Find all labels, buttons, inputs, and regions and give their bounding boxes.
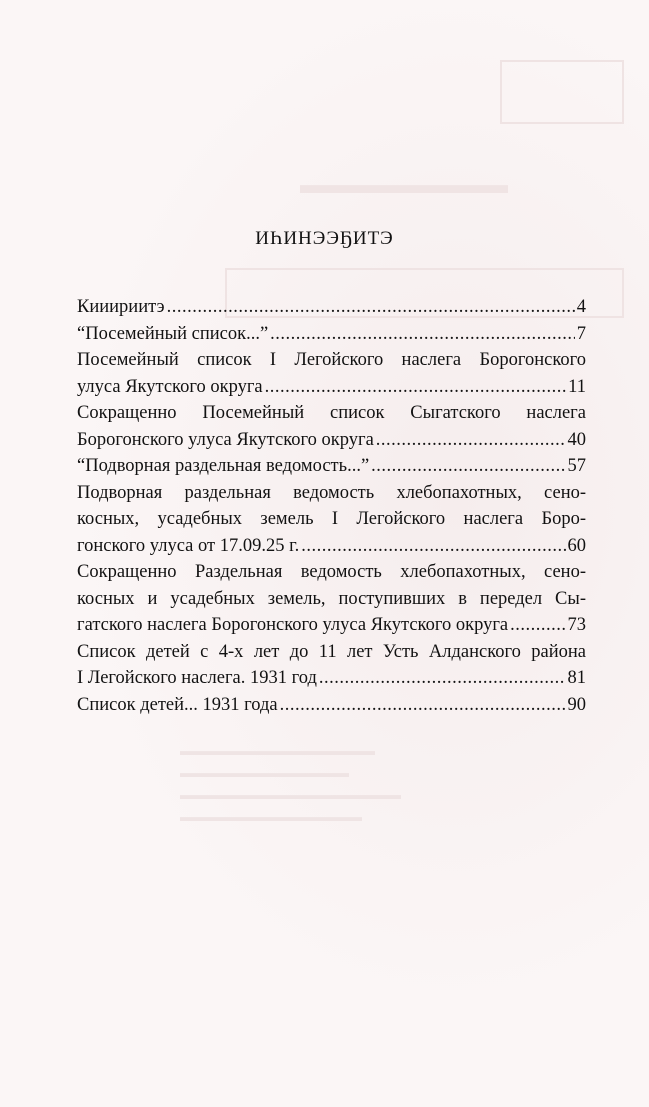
page-title: ИҺИНЭЭҔИТЭ bbox=[255, 228, 394, 249]
toc-entry-text: гонского улуса от 17.09.25 г. bbox=[77, 535, 300, 556]
toc-entry[interactable] bbox=[77, 400, 586, 453]
toc-page-number: 40 bbox=[567, 429, 586, 450]
dot-leader bbox=[510, 612, 565, 639]
toc-entry-line: Список детей с 4-х лет до 11 лет Усть Алданского района bbox=[77, 641, 586, 662]
dot-leader bbox=[280, 692, 566, 719]
bleed-stamp-frame bbox=[500, 60, 624, 124]
toc-entry-final-line bbox=[77, 453, 586, 480]
toc-entry-line: косных и усадебных земель, поступивших в передел Сы- bbox=[77, 588, 586, 609]
toc-page-number: 81 bbox=[567, 668, 586, 688]
toc-entry-text: Кииириитэ bbox=[77, 297, 165, 317]
toc-entry[interactable] bbox=[77, 347, 586, 400]
toc-entry-final-line bbox=[77, 374, 586, 401]
toc-entry-final-line bbox=[77, 612, 586, 639]
toc-entry-line: Посемейный список I Легойского наслега Борогонского bbox=[77, 350, 586, 370]
toc-entry-line: Сокращенно Раздельная ведомость хлебопахотных, сено- bbox=[77, 562, 586, 582]
bleed-imprint: ▬▬▬▬▬▬▬▬▬▬▬▬▬▬▬ ▬▬▬▬▬▬▬▬▬▬▬▬▬ ▬▬▬▬▬▬▬▬▬▬▬▬▬▬▬▬▬ ▬▬▬▬▬▬▬▬▬▬▬▬▬▬ bbox=[180, 743, 401, 824]
toc-entry[interactable] bbox=[77, 453, 586, 480]
toc-page-number: 7 bbox=[576, 323, 586, 344]
toc-entry[interactable] bbox=[77, 692, 586, 719]
toc-entry-line: Подворная раздельная ведомость хлебопахотных, сено- bbox=[77, 482, 586, 503]
toc-entry-line: косных, усадебных земель I Легойского наслега Боро- bbox=[77, 509, 586, 529]
toc-entry-text: гатского наслега Борогонского улуса Якутского округа bbox=[77, 615, 509, 635]
toc-page-number: 57 bbox=[567, 456, 586, 476]
toc-entry[interactable] bbox=[77, 559, 586, 639]
toc-page-number: 60 bbox=[567, 535, 586, 556]
toc-entry-final-line bbox=[77, 294, 586, 321]
toc-entry-text: I Легойского наслега. 1931 год bbox=[77, 668, 317, 688]
dot-leader bbox=[371, 453, 565, 480]
dot-leader bbox=[301, 533, 565, 560]
dot-leader bbox=[376, 427, 566, 454]
toc-page-number: 11 bbox=[568, 376, 586, 397]
toc-entry-text: “Подворная раздельная ведомость...” bbox=[77, 456, 370, 476]
dot-leader bbox=[270, 321, 575, 348]
toc-page-number: 73 bbox=[567, 615, 586, 635]
toc-page-number: 90 bbox=[567, 694, 586, 715]
dot-leader bbox=[265, 374, 567, 401]
toc-entry-text: “Посемейный список...” bbox=[77, 323, 269, 344]
bleed-stamp-text: ▬▬▬▬▬▬▬▬ bbox=[300, 170, 508, 199]
toc-entry-final-line bbox=[77, 665, 586, 692]
toc-entry[interactable] bbox=[77, 321, 586, 348]
toc-entry[interactable] bbox=[77, 294, 586, 321]
dot-leader bbox=[167, 294, 575, 321]
toc-entry-line: Сокращенно Посемейный список Сыгатского наслега bbox=[77, 403, 586, 423]
dot-leader bbox=[319, 665, 566, 692]
toc-entry[interactable] bbox=[77, 480, 586, 560]
toc-entry-text: Список детей... 1931 года bbox=[77, 694, 278, 715]
toc-entry-text: улуса Якутского округа bbox=[77, 376, 263, 397]
toc-entry-text: Борогонского улуса Якутского округа bbox=[77, 429, 374, 450]
toc-entry[interactable] bbox=[77, 639, 586, 692]
toc-page-number: 4 bbox=[576, 297, 586, 317]
table-of-contents bbox=[77, 294, 586, 718]
toc-entry-final-line bbox=[77, 321, 586, 348]
toc-entry-final-line bbox=[77, 427, 586, 454]
toc-entry-final-line bbox=[77, 692, 586, 719]
toc-entry-final-line bbox=[77, 533, 586, 560]
